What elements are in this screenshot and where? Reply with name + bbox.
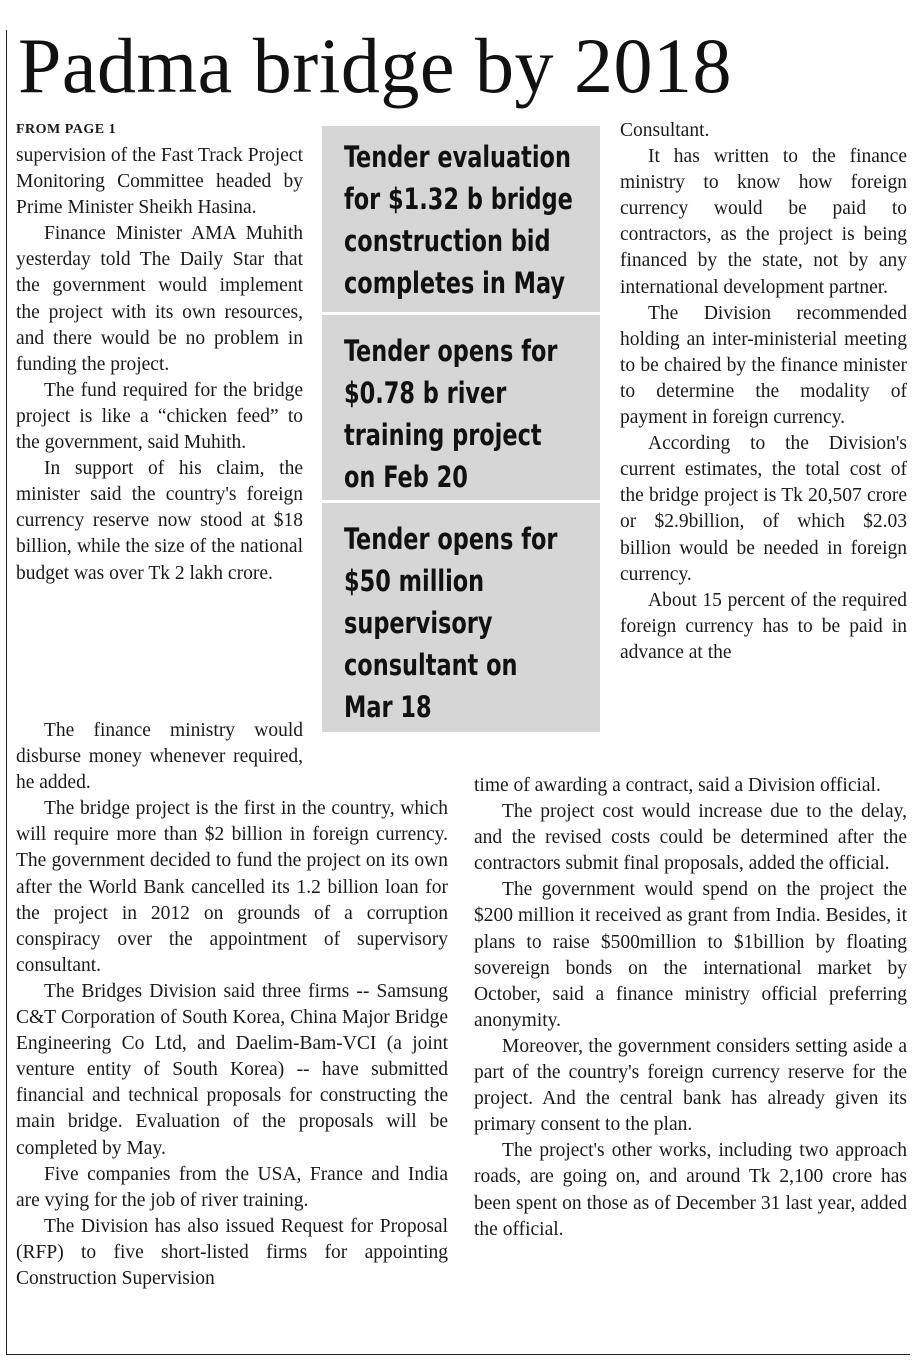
pull-quote-divider	[322, 500, 600, 503]
pull-quote-box	[322, 126, 600, 732]
pull-quote-1: Tender evaluation for $1.32 b bridge construction bid completes in May	[344, 140, 573, 300]
column-rule-left	[6, 30, 7, 1354]
paragraph: The Division has also issued Request for Proposal (RFP) to five short-listed firms for appointing Construction Supervision	[16, 1215, 448, 1289]
article-column-3	[620, 118, 907, 666]
paragraph: Finance Minister AMA Muhith yesterday told The Daily Star that the government would implement the project with its own resources, and there would be no problem in funding the project.	[16, 223, 303, 375]
paragraph: The finance ministry would disburse money whenever required, he added.	[16, 720, 303, 794]
paragraph: The project cost would increase due to the delay, and the revised costs could be determined after the contractors submit final proposals, added the official.	[474, 801, 907, 875]
article-column-3-wide	[474, 773, 907, 1243]
column-rule-bottom	[6, 1354, 910, 1355]
article-column-1	[16, 143, 303, 587]
headline: Padma bridge by 2018	[18, 22, 733, 109]
paragraph: Five companies from the USA, France and India are vying for the job of river training.	[16, 1163, 448, 1211]
article-column-1-wide	[16, 718, 448, 1292]
pull-quote-3: Tender opens for $50 million supervisory consultant on Mar 18	[344, 522, 558, 724]
paragraph: It has written to the finance ministry to know how foreign currency would be paid to contractors, as the project is being financed by the state, not by any international development partner.	[620, 146, 907, 298]
paragraph: The government would spend on the project the $200 million it received as grant from India. Besides, it plans to raise $500million to $1billion by floating sovereign bonds on the international market by October, said a finance ministry official preferring anonymity.	[474, 879, 907, 1031]
jump-line: FROM PAGE 1	[16, 122, 117, 137]
paragraph: In support of his claim, the minister said the country's foreign currency reserve now stood at $18 billion, while the size of the national budget was over Tk 2 lakh crore.	[16, 458, 303, 584]
paragraph: The Bridges Division said three firms -- Samsung C&T Corporation of South Korea, China Major Bridge Engineering Co Ltd, and Daelim-Bam-VCI (a joint venture entity of South Korea) -- have submitted financial and technical proposals for constructing the main bridge. Evaluation of the proposals will be completed by May.	[16, 980, 448, 1159]
paragraph: The project's other works, including two approach roads, are going on, and around Tk 2,100 crore has been spent on those as of December 31 last year, added the official.	[474, 1140, 907, 1240]
paragraph: time of awarding a contract, said a Division official.	[474, 775, 881, 796]
paragraph: Moreover, the government considers setting aside a part of the country's foreign currency reserve for the project. And the central bank has already given its primary consent to the plan.	[474, 1035, 907, 1136]
paragraph: Consultant.	[620, 120, 710, 141]
pull-quote-divider	[322, 312, 600, 315]
pull-quote-2: Tender opens for $0.78 b river training project on Feb 20	[344, 334, 558, 494]
paragraph: supervision of the Fast Track Project Monitoring Committee headed by Prime Minister Sheikh Hasina.	[16, 145, 303, 219]
paragraph: About 15 percent of the required foreign currency has to be paid in advance at the	[620, 589, 907, 663]
paragraph: The fund required for the bridge project is like a “chicken feed” to the government, said Muhith.	[16, 379, 303, 454]
paragraph: The bridge project is the first in the country, which will require more than $2 billion in foreign currency. The government decided to fund the project on its own after the World Bank cancelled its 1.2 billion loan for the project in 2012 on grounds of a corruption conspiracy over the appointment of supervisory consultant.	[16, 798, 448, 976]
paragraph: According to the Division's current estimates, the total cost of the bridge project is Tk 20,507 crore or $2.9billion, of which $2.03 billion would be needed in foreign currency.	[620, 433, 907, 585]
paragraph: The Division recommended holding an inter-ministerial meeting to be chaired by the finance minister to determine the modality of payment in foreign currency.	[620, 302, 907, 429]
